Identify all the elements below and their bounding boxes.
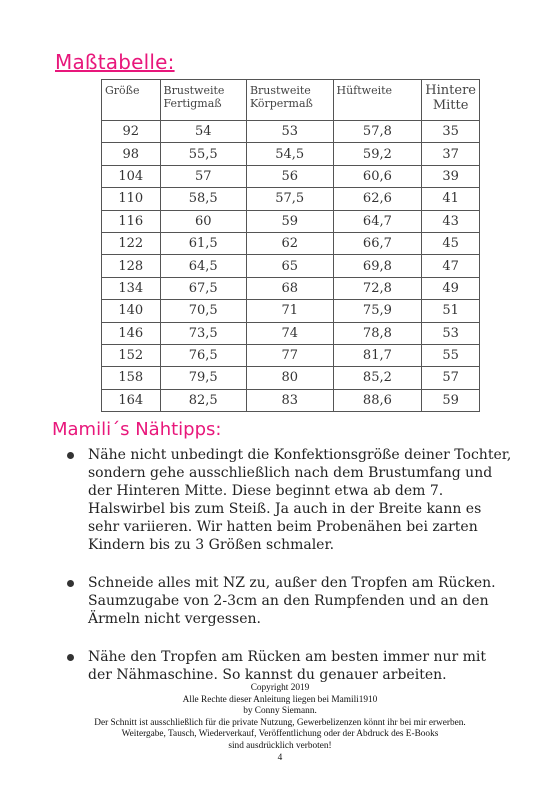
table-cell: 59,2 [333, 143, 422, 165]
table-cell: 39 [422, 165, 480, 187]
header-back-center: Hintere Mitte [422, 80, 480, 121]
bullet-icon [67, 452, 74, 459]
restriction-line: Weitergabe, Tausch, Wiederverkauf, Veröffentlichung oder der Abdruck des E-Books [121, 729, 439, 740]
table-cell: 76,5 [160, 344, 246, 366]
table-cell: 75,9 [333, 300, 422, 322]
table-row [102, 121, 480, 143]
table-cell: 53 [422, 322, 480, 344]
author-line: by Conny Siemann. [243, 706, 317, 717]
tips-list [54, 446, 514, 704]
table-cell: 82,5 [160, 389, 246, 411]
table-cell: 71 [246, 300, 333, 322]
list-item [54, 648, 514, 684]
table-cell: 122 [102, 232, 161, 254]
table-cell: 88,6 [333, 389, 422, 411]
table-row [102, 367, 480, 389]
table-cell: 35 [422, 121, 480, 143]
license-line: Der Schnitt ist ausschließlich für die private Nutzung, Gewerbelizenzen könnt ihr bei mir erwerben. [94, 717, 466, 728]
table-cell: 57 [160, 165, 246, 187]
tip-text: Schneide alles mit NZ zu, außer den Tropfen am Rücken. Saumzugabe von 2-3cm an den Rumpfenden und an den Ärmeln nicht vergessen. [88, 575, 496, 627]
table-cell: 43 [422, 210, 480, 232]
table-cell: 58,5 [160, 188, 246, 210]
table-cell: 72,8 [333, 277, 422, 299]
table-row [102, 188, 480, 210]
table-row [102, 165, 480, 187]
table-cell: 140 [102, 300, 161, 322]
table-row [102, 389, 480, 411]
table-row [102, 277, 480, 299]
tips-title: Mamili´s Nähtipps: [52, 419, 222, 440]
list-item [54, 446, 514, 554]
table-row [102, 210, 480, 232]
table-cell: 47 [422, 255, 480, 277]
table-cell: 37 [422, 143, 480, 165]
tip-text: Nähe den Tropfen am Rücken am besten immer nur mit der Nähmaschine. So kannst du genauer arbeiten. [88, 649, 487, 683]
table-cell: 54 [160, 121, 246, 143]
table-cell: 128 [102, 255, 161, 277]
tip-text: Nähe nicht unbedingt die Konfektionsgröße deiner Tochter, sondern gehe ausschließlich nach dem Brustumfang und der Hinteren Mitte. Diese beginnt etwa ab dem 7. Halswirbel bis zum Steiß. Ja auch in der Breite kann es sehr variieren. Wir hatten beim Probenähen bei zarten Kindern bis zu 3 Größen schmaler. [88, 447, 512, 553]
table-row [102, 300, 480, 322]
bullet-icon [67, 654, 74, 661]
page-number: 4 [277, 752, 283, 763]
table-row [102, 232, 480, 254]
bullet-icon [67, 580, 74, 587]
table-cell: 49 [422, 277, 480, 299]
table-cell: 78,8 [333, 322, 422, 344]
table-cell: 51 [422, 300, 480, 322]
table-cell: 92 [102, 121, 161, 143]
table-cell: 60 [160, 210, 246, 232]
table-cell: 57,8 [333, 121, 422, 143]
table-cell: 59 [422, 389, 480, 411]
table-cell: 45 [422, 232, 480, 254]
list-item [54, 574, 514, 628]
table-cell: 68 [246, 277, 333, 299]
table-cell: 110 [102, 188, 161, 210]
table-cell: 65 [246, 255, 333, 277]
table-cell: 59 [246, 210, 333, 232]
rights-line: Alle Rechte dieser Anleitung liegen bei Mamili1910 [182, 694, 378, 705]
table-cell: 60,6 [333, 165, 422, 187]
table-cell: 79,5 [160, 367, 246, 389]
header-chest-finished: Brustweite Fertigmaß [160, 80, 246, 121]
table-cell: 67,5 [160, 277, 246, 299]
header-hip: Hüftweite [333, 80, 422, 121]
table-cell: 41 [422, 188, 480, 210]
size-table-title: Maßtabelle: [55, 50, 175, 74]
table-row [102, 255, 480, 277]
table-cell: 134 [102, 277, 161, 299]
table-cell: 62,6 [333, 188, 422, 210]
table-cell: 70,5 [160, 300, 246, 322]
table-cell: 80 [246, 367, 333, 389]
copyright-line: Copyright 2019 [250, 683, 310, 693]
table-cell: 158 [102, 367, 161, 389]
table-cell: 64,7 [333, 210, 422, 232]
header-size: Größe [102, 80, 161, 121]
footer [0, 683, 560, 764]
table-cell: 66,7 [333, 232, 422, 254]
table-cell: 73,5 [160, 322, 246, 344]
table-cell: 69,8 [333, 255, 422, 277]
table-cell: 104 [102, 165, 161, 187]
prohibited-line: sind ausdrücklich verboten! [228, 740, 332, 751]
table-cell: 85,2 [333, 367, 422, 389]
table-cell: 64,5 [160, 255, 246, 277]
header-chest-body: Brustweite Körpermaß [246, 80, 333, 121]
table-cell: 83 [246, 389, 333, 411]
table-cell: 81,7 [333, 344, 422, 366]
table-cell: 55,5 [160, 143, 246, 165]
table-row [102, 143, 480, 165]
table-cell: 77 [246, 344, 333, 366]
table-cell: 54,5 [246, 143, 333, 165]
table-header-row [102, 80, 480, 121]
table-cell: 146 [102, 322, 161, 344]
size-table [101, 79, 480, 412]
table-cell: 55 [422, 344, 480, 366]
table-cell: 56 [246, 165, 333, 187]
table-body [102, 121, 480, 412]
table-cell: 61,5 [160, 232, 246, 254]
table-cell: 53 [246, 121, 333, 143]
table-cell: 57 [422, 367, 480, 389]
table-cell: 62 [246, 232, 333, 254]
table-cell: 74 [246, 322, 333, 344]
table-cell: 116 [102, 210, 161, 232]
table-cell: 164 [102, 389, 161, 411]
table-row [102, 344, 480, 366]
table-cell: 57,5 [246, 188, 333, 210]
table-row [102, 322, 480, 344]
table-cell: 98 [102, 143, 161, 165]
table-cell: 152 [102, 344, 161, 366]
